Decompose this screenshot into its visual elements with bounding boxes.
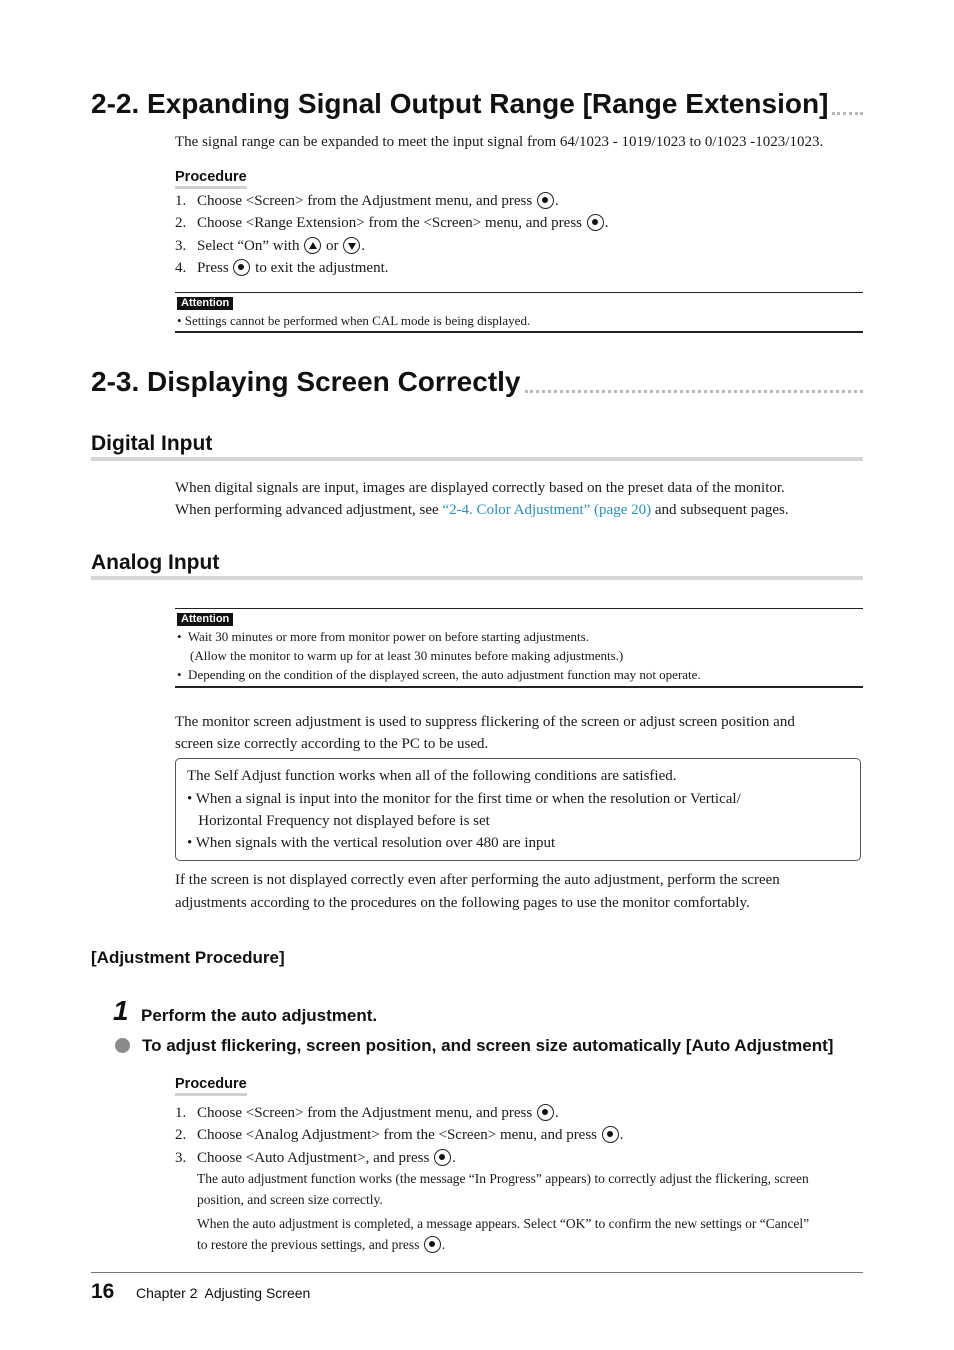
attention-item: • Wait 30 minutes or more from monitor power on before starting adjustments.: [177, 629, 589, 644]
up-button-icon: [304, 237, 321, 254]
page-number: 16: [91, 1280, 115, 1303]
procedure-label: Procedure: [175, 169, 247, 189]
procedure-step-2: 2. Choose <Range Extension> from the <Screen> menu, and press .: [175, 215, 609, 231]
step-title: Perform the auto adjustment.: [141, 1006, 378, 1025]
enter-button-icon: [587, 214, 604, 231]
title-leader-dots: [525, 390, 863, 393]
heading-digital-input: Digital Input: [91, 432, 863, 461]
auto-note-2-line-2: to restore the previous settings, and press .: [197, 1237, 446, 1252]
analog-para-2-line-2: adjustments according to the procedures on the following pages to use the monitor comfortably.: [175, 895, 750, 911]
note-line: • When signals with the vertical resolution over 480 are input: [187, 835, 556, 851]
enter-button-icon: [537, 192, 554, 209]
attention-tag: Attention: [177, 297, 233, 310]
auto-procedure-step-3: 3. Choose <Auto Adjustment>, and press .: [175, 1150, 456, 1166]
step-number: 1: [113, 995, 129, 1026]
attention-item: • Depending on the condition of the displayed screen, the auto adjustment function may not operate.: [177, 667, 701, 682]
auto-note-1-line-1: The auto adjustment function works (the message “In Progress” appears) to correctly adjust the flickering, screen: [197, 1171, 809, 1186]
auto-note-2-line-1: When the auto adjustment is completed, a message appears. Select “OK” to confirm the new settings or “Cancel”: [197, 1216, 810, 1231]
analog-para-1-line-1: The monitor screen adjustment is used to suppress flickering of the screen or adjust screen position and: [175, 714, 795, 730]
bullet-circle-icon: [115, 1038, 130, 1053]
footer-divider: [91, 1272, 863, 1273]
auto-adjustment-heading: To adjust flickering, screen position, and screen size automatically [Auto Adjustment]: [142, 1036, 834, 1055]
auto-procedure-step-1: 1. Choose <Screen> from the Adjustment menu, and press .: [175, 1105, 559, 1121]
enter-button-icon: [434, 1149, 451, 1166]
digital-input-line-1: When digital signals are input, images are displayed correctly based on the preset data of the monitor.: [175, 480, 785, 496]
attention-item: (Allow the monitor to warm up for at least 30 minutes before making adjustments.): [177, 648, 624, 663]
analog-para-1-line-2: screen size correctly according to the PC to be used.: [175, 736, 489, 752]
enter-button-icon: [424, 1236, 441, 1253]
attention-box-range-extension: [175, 292, 863, 333]
enter-button-icon: [233, 259, 250, 276]
auto-note-1-line-2: position, and screen size correctly.: [197, 1192, 383, 1207]
note-line: • When a signal is input into the monitor for the first time or when the resolution or Vertical/: [187, 791, 741, 807]
procedure-step-1: 1. Choose <Screen> from the Adjustment menu, and press .: [175, 193, 559, 209]
procedure-label: Procedure: [175, 1076, 247, 1096]
section-title-displaying-screen: 2-3. Displaying Screen Correctly: [91, 366, 863, 398]
note-line: Horizontal Frequency not displayed before is set: [187, 813, 490, 829]
section-title-range-extension: 2-2. Expanding Signal Output Range [Range Extension]: [91, 88, 863, 120]
heading-analog-input: Analog Input: [91, 551, 863, 580]
procedure-step-4: 4. Press to exit the adjustment.: [175, 260, 389, 276]
procedure-step-3: 3. Select “On” with or .: [175, 238, 365, 254]
note-line: The Self Adjust function works when all of the following conditions are satisfied.: [187, 768, 677, 784]
title-leader-dots: [832, 112, 863, 115]
down-button-icon: [343, 237, 360, 254]
enter-button-icon: [602, 1126, 619, 1143]
enter-button-icon: [537, 1104, 554, 1121]
color-adjustment-link[interactable]: “2-4. Color Adjustment” (page 20): [442, 502, 652, 518]
attention-tag: Attention: [177, 613, 233, 626]
auto-procedure-step-2: 2. Choose <Analog Adjustment> from the <Screen> menu, and press .: [175, 1127, 624, 1143]
range-extension-intro: The signal range can be expanded to meet the input signal from 64/1023 - 1019/1023 to 0/1023 -1023/1023.: [175, 134, 824, 150]
heading-adjustment-procedure: [Adjustment Procedure]: [91, 948, 285, 967]
analog-para-2-line-1: If the screen is not displayed correctly even after performing the auto adjustment, perform the screen: [175, 872, 780, 888]
chapter-label: Chapter 2 Adjusting Screen: [136, 1285, 311, 1301]
digital-input-line-2: When performing advanced adjustment, see “2-4. Color Adjustment” (page 20) and subsequent pages.: [175, 502, 789, 518]
attention-item: • Settings cannot be performed when CAL mode is being displayed.: [177, 313, 531, 328]
attention-box-analog: [175, 608, 863, 688]
